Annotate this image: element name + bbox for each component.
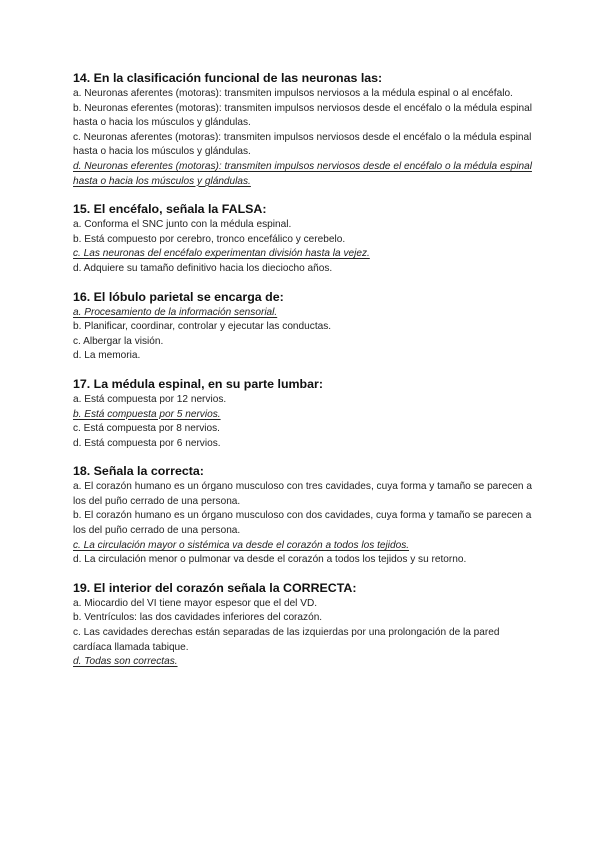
quiz-page: [73, 70, 533, 682]
question-title: 19. El interior del corazón señala la CORRECTA:: [73, 580, 357, 595]
option-c: c. Está compuesta por 8 nervios.: [73, 423, 220, 435]
option-d: d. La circulación menor o pulmonar va desde el corazón a todos los tejidos y su retorno.: [73, 554, 467, 566]
question-19: [73, 580, 533, 670]
option-a-correct: a. Procesamiento de la información sensorial.: [73, 306, 278, 318]
option-d: d. Está compuesta por 6 nervios.: [73, 437, 221, 449]
option-b: b. Ventrículos: las dos cavidades inferiores del corazón.: [73, 612, 323, 624]
option-a: a. El corazón humano es un órgano musculoso con tres cavidades, cuya forma y tamaño se parecen a los del puño cerrado de una persona.: [73, 481, 532, 507]
option-c: c. Albergar la visión.: [73, 335, 164, 347]
option-d-correct: d. Todas son correctas.: [73, 656, 178, 668]
question-15: [73, 201, 533, 276]
option-b: b. Planificar, coordinar, controlar y ejecutar las conductas.: [73, 321, 332, 333]
question-18: [73, 463, 533, 568]
option-a: a. Miocardio del VI tiene mayor espesor que el del VD.: [73, 597, 318, 609]
option-a: a. Conforma el SNC junto con la médula espinal.: [73, 219, 292, 231]
option-c-correct: c. Las neuronas del encéfalo experimentan división hasta la vejez.: [73, 248, 370, 260]
question-17: [73, 376, 533, 451]
option-b: b. Neuronas eferentes (motoras): transmiten impulsos nerviosos desde el encéfalo o la médula espinal hasta o hacia los músculos y glándulas.: [73, 102, 532, 129]
option-d: d. Adquiere su tamaño definitivo hacia los dieciocho años.: [73, 262, 333, 274]
question-title: 17. La médula espinal, en su parte lumbar:: [73, 376, 323, 391]
question-14: [73, 70, 533, 189]
option-a: a. Neuronas aferentes (motoras): transmiten impulsos nerviosos a la médula espinal o al encéfalo.: [73, 88, 513, 99]
option-b-correct: b. Está compuesta por 5 nervios.: [73, 408, 221, 420]
option-d-correct: d. Neuronas eferentes (motoras): transmiten impulsos nerviosos desde el encéfalo o la médula espinal hasta o hacia los músculos y glándulas.: [73, 160, 532, 187]
question-16: [73, 289, 533, 364]
option-c: c. Las cavidades derechas están separadas de las izquierdas por una prolongación de la pared cardíaca llamada tabique.: [73, 627, 500, 653]
question-title: 14. En la clasificación funcional de las neuronas las:: [73, 71, 383, 85]
option-b: b. El corazón humano es un órgano musculoso con dos cavidades, cuya forma y tamaño se parecen a los del puño cerrado de una persona.: [73, 510, 532, 537]
question-title: 16. El lóbulo parietal se encarga de:: [73, 289, 284, 304]
option-c-correct: c. La circulación mayor o sistémica va desde el corazón a todos los tejidos.: [73, 539, 410, 551]
option-c: c. Neuronas aferentes (motoras): transmiten impulsos nerviosos desde el encéfalo o la médula espinal hasta o hacia los músculos y glándulas.: [73, 131, 532, 158]
option-d: d. La memoria.: [73, 350, 141, 362]
option-a: a. Está compuesta por 12 nervios.: [73, 393, 227, 405]
question-title: 18. Señala la correcta:: [73, 464, 204, 479]
option-b: b. Está compuesto por cerebro, tronco encefálico y cerebelo.: [73, 233, 346, 245]
question-title: 15. El encéfalo, señala la FALSA:: [73, 202, 267, 217]
